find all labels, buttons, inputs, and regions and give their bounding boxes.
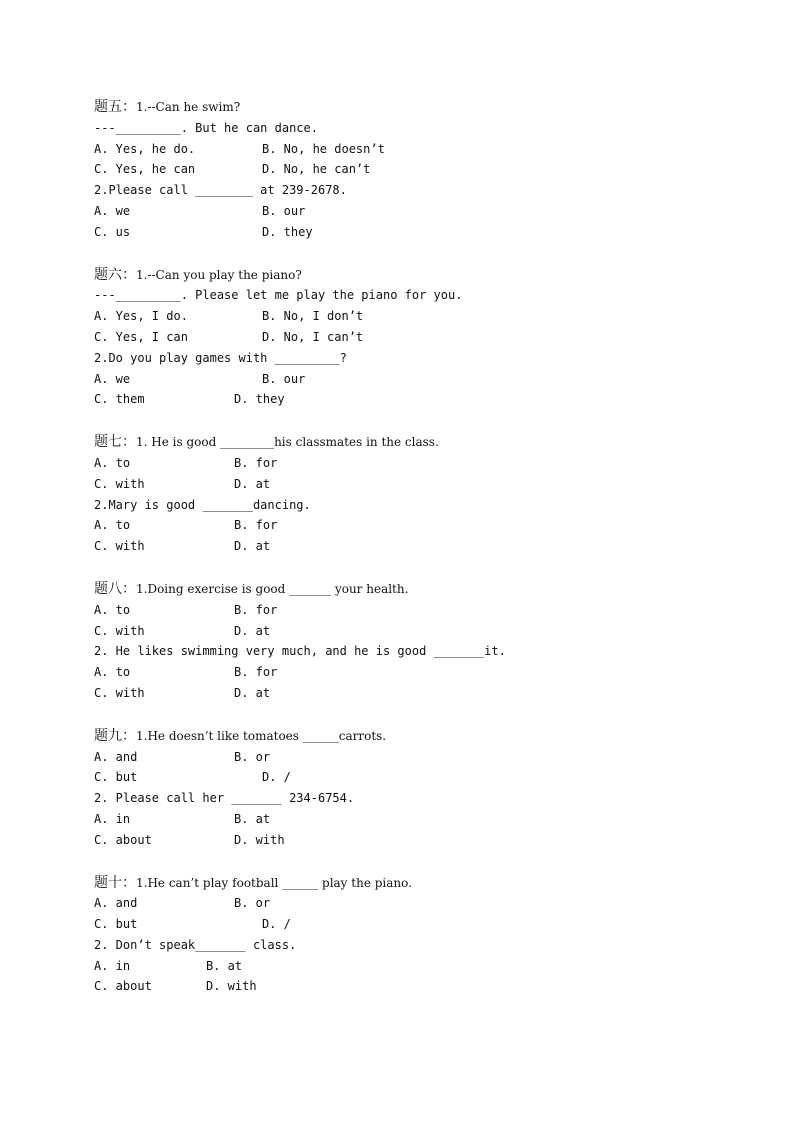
option-b[interactable]: B. for: [234, 602, 278, 617]
options-row: [94, 306, 754, 327]
options-row: [94, 662, 754, 683]
question-stem: 1.He doesn’t like tomatoes ______carrots.: [136, 728, 387, 743]
question-line: [94, 265, 754, 286]
section-title: 题五：: [94, 99, 136, 115]
option-c[interactable]: C. with: [94, 685, 145, 700]
option-b[interactable]: B. No, he doesn’t: [262, 141, 385, 156]
option-c[interactable]: C. with: [94, 476, 145, 491]
question-stem: 1.--Can he swim?: [136, 100, 241, 114]
options-row: [94, 369, 754, 390]
section-title: 题八：: [94, 580, 136, 597]
question-stem: 2. Please call her _______ 234-6754.: [94, 791, 355, 806]
option-c[interactable]: C. about: [94, 832, 152, 847]
section-title: 题十：: [94, 874, 136, 891]
options-row: [94, 536, 754, 557]
option-c[interactable]: C. about: [94, 979, 152, 994]
question-line: [94, 97, 754, 118]
option-c[interactable]: C. but: [94, 770, 138, 785]
option-c[interactable]: C. them: [94, 392, 145, 407]
question-line: [94, 432, 754, 453]
option-a[interactable]: A. we: [94, 371, 131, 386]
options-row: [94, 222, 754, 243]
options-row: [94, 139, 754, 160]
option-d[interactable]: D. No, I can’t: [262, 329, 364, 344]
reply-line: ---_________. But he can dance.: [94, 120, 318, 135]
options-row: [94, 515, 754, 536]
option-c[interactable]: C. Yes, he can: [94, 162, 196, 177]
option-c[interactable]: C. with: [94, 623, 145, 638]
option-a[interactable]: A. to: [94, 518, 131, 533]
question-stem: 1.Doing exercise is good _______ your health.: [136, 581, 409, 596]
option-d[interactable]: D. they: [234, 392, 285, 407]
question-stem: 1. He is good _________his classmates in the class.: [136, 435, 439, 450]
option-a[interactable]: A. Yes, he do.: [94, 141, 196, 156]
option-b[interactable]: B. for: [234, 455, 278, 470]
section-title: 题六：: [94, 266, 136, 283]
options-row: [94, 474, 754, 495]
option-d[interactable]: D. /: [262, 770, 291, 785]
option-b[interactable]: B. for: [234, 665, 278, 680]
options-row: [94, 621, 754, 642]
options-row: [94, 809, 754, 830]
options-row: [94, 600, 754, 621]
options-row: [94, 159, 754, 180]
question-line: [94, 579, 754, 600]
question-stem: 2. He likes swimming very much, and he is good _______it.: [94, 644, 506, 659]
option-a[interactable]: A. to: [94, 602, 131, 617]
options-row: [94, 327, 754, 348]
exercise-content: [94, 97, 754, 1019]
question-stem: 1.--Can you play the piano?: [136, 267, 302, 282]
section-6: [94, 265, 754, 411]
option-c[interactable]: C. us: [94, 224, 131, 239]
question-stem: 2.Do you play games with _________?: [94, 350, 347, 365]
option-d[interactable]: D. at: [234, 685, 271, 700]
question-stem: 2.Mary is good _______dancing.: [94, 497, 311, 512]
option-a[interactable]: A. and: [94, 896, 138, 911]
option-b[interactable]: B. at: [234, 811, 271, 826]
option-d[interactable]: D. at: [234, 623, 271, 638]
option-a[interactable]: A. to: [94, 455, 131, 470]
reply-line: ---_________. Please let me play the piano for you.: [94, 288, 463, 303]
options-row: [94, 830, 754, 851]
option-a[interactable]: A. in: [94, 958, 131, 973]
options-row: [94, 389, 754, 410]
options-row: [94, 201, 754, 222]
option-d[interactable]: D. /: [262, 917, 291, 932]
option-c[interactable]: C. Yes, I can: [94, 329, 188, 344]
options-row: [94, 453, 754, 474]
option-b[interactable]: B. our: [262, 203, 306, 218]
question-stem: 2.Please call ________ at 239-2678.: [94, 183, 347, 198]
question-stem: 1.He can’t play football ______ play the piano.: [136, 875, 412, 890]
options-row: [94, 956, 754, 977]
option-a[interactable]: A. in: [94, 811, 131, 826]
question-line: [94, 873, 754, 894]
section-5: [94, 97, 754, 243]
options-row: [94, 683, 754, 704]
section-8: [94, 579, 754, 704]
options-row: [94, 767, 754, 788]
option-d[interactable]: D. with: [234, 832, 285, 847]
section-9: [94, 726, 754, 851]
option-d[interactable]: D. No, he can’t: [262, 162, 371, 177]
options-row: [94, 893, 754, 914]
section-title: 题七：: [94, 434, 136, 451]
option-d[interactable]: D. they: [262, 224, 313, 239]
option-a[interactable]: A. we: [94, 203, 131, 218]
options-row: [94, 976, 754, 997]
option-b[interactable]: B. or: [234, 749, 271, 764]
option-c[interactable]: C. with: [94, 539, 145, 554]
option-b[interactable]: B. for: [234, 518, 278, 533]
option-a[interactable]: A. to: [94, 665, 131, 680]
option-d[interactable]: D. with: [206, 979, 257, 994]
option-b[interactable]: B. No, I don’t: [262, 309, 364, 324]
section-title: 题九：: [94, 727, 136, 744]
option-d[interactable]: D. at: [234, 539, 271, 554]
options-row: [94, 914, 754, 935]
section-10: [94, 873, 754, 998]
option-b[interactable]: B. or: [234, 896, 271, 911]
option-a[interactable]: A. and: [94, 749, 138, 764]
option-d[interactable]: D. at: [234, 476, 271, 491]
option-b[interactable]: B. our: [262, 371, 306, 386]
question-line: [94, 726, 754, 747]
options-row: [94, 747, 754, 768]
option-b[interactable]: B. at: [206, 958, 243, 973]
section-7: [94, 432, 754, 557]
option-c[interactable]: C. but: [94, 917, 138, 932]
option-a[interactable]: A. Yes, I do.: [94, 309, 188, 324]
question-stem: 2. Don’t speak_______ class.: [94, 937, 297, 952]
